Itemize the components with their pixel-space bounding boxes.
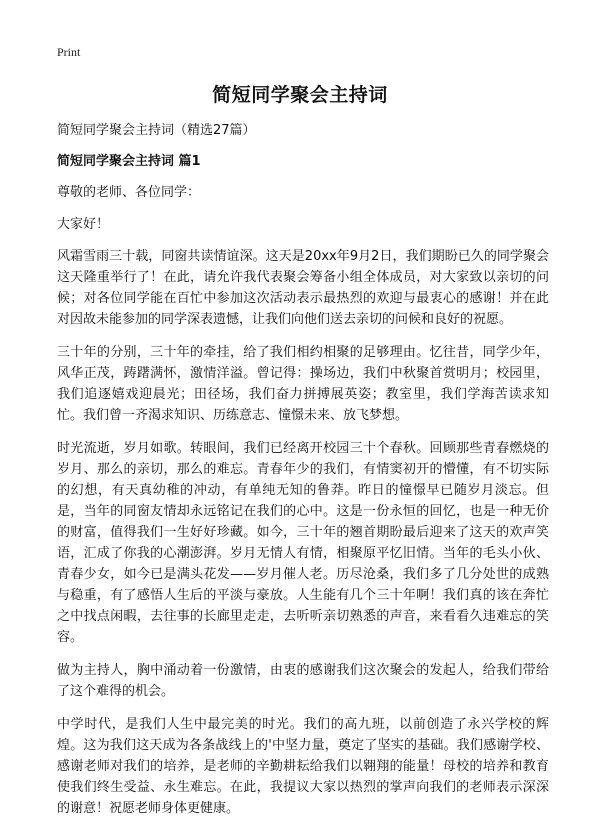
document-subtitle: 简短同学聚会主持词（精选27篇） <box>57 123 256 138</box>
paragraph: 风霜雪雨三十载，同窗共读情谊深。这天是20xx年9月2日，我们期盼已久的同学聚会这天隆重举行了！在此，请允许我代表聚会筹备小组全体成员，对大家致以亲切的问候；对各位同学能在百忙中参加这次活动表示最热烈的欢迎与最衷心的感谢！并在此对因故未能参加的同学深表遗憾，让我们向他们送去亲切的问候和良好的祝愿。 <box>57 249 549 327</box>
document-body <box>57 120 549 831</box>
paragraph: 时光流逝，岁月如歌。转眼间，我们已经离开校园三十个春秋。回顾那些青春燃烧的岁月、那么的亲切，那么的难忘。青春年少的我们，有情窦初开的懵懂，有不切实际的幻想，有天真幼稚的冲动，有单纯无知的鲁莽。昨日的憧憬早已随岁月淡忘。但是，当年的同窗友情却永远铭记在我们的心中。这是一份永恒的回忆，也是一种无价的财富，值得我们一生好好珍藏。如今，三十年的翘首期盼最后迎来了这天的欢声笑语，汇成了你我的心潮澎湃。岁月无情人有情，相聚原平忆旧情。当年的毛头小伙、青春少女，如今已是满头花发——岁月催人老。历尽沧桑，我们多了几分处世的成熟与稳重，有了感悟人生后的平淡与豪放。人生能有几个三十年啊！我们真的该在奔忙之中找点闲暇，去往事的长廊里走走，去听听亲切熟悉的声音，来看看久违难忘的笑容。 <box>57 441 549 645</box>
print-link[interactable]: Print <box>57 45 81 59</box>
section-heading: 简短同学聚会主持词 篇1 <box>57 154 201 169</box>
paragraph: 做为主持人，胸中涌动着一份激情，由衷的感谢我们这次聚会的发起人，给我们带给了这个难得的机会。 <box>57 663 549 699</box>
page-title: 简短同学聚会主持词 <box>212 84 388 106</box>
greeting-line: 尊敬的老师、各位同学： <box>57 185 201 200</box>
paragraph: 中学时代，是我们人生中最完美的时光。我们的高九班，以前创造了永兴学校的辉煌。这为我们这天成为各条战线上的'中坚力量，奠定了坚实的基础。我们感谢学校、感谢老师对我们的培养，是老师的辛勤耕耘给我们以翱翔的能量！母校的培养和教育使我们终生受益、永生难忘。在此，我提议大家以热烈的掌声向我们的老师表示深深的谢意！祝愿老师身体更健康。 <box>57 717 549 816</box>
paragraph: 三十年的分别，三十年的牵挂，给了我们相约相聚的足够理由。忆往昔，同学少年，风华正茂，踌躇满怀，激情洋溢。曾记得：操场边，我们中秋聚首赏明月；校园里，我们追逐嬉戏迎晨光；田径场，我们奋力拼搏展英姿；教室里，我们学海苦读求知忙。我们曾一齐渴求知识、历练意志、憧憬未来、放飞梦想。 <box>57 345 549 423</box>
hello-line: 大家好！ <box>57 217 110 232</box>
